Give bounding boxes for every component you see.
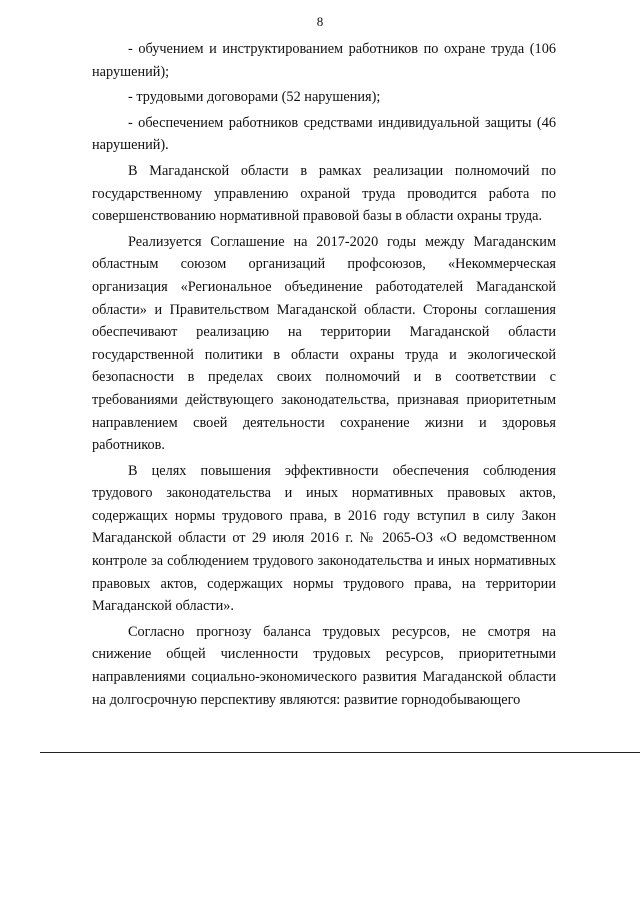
document-body: [92, 38, 556, 714]
paragraph: Реализуется Соглашение на 2017-2020 годы между Магаданским областным союзом организаций профсоюзов, «Некоммерческая организация «Региональное объединение работодателей Магаданской области» и Правительством Магаданской области. Стороны соглашения обеспечивают реализацию на территории Магаданской области государственной политики в области охраны труда и экологической безопасности в пределах своих полномочий и в соответствии с требованиями действующего законодательства, признавая приоритетным направлением своей деятельности сохранение жизни и здоровья работников.: [92, 233, 556, 454]
list-item: - обеспечением работников средствами индивидуальной защиты (46 нарушений).: [92, 114, 556, 154]
paragraph: Согласно прогнозу баланса трудовых ресурсов, не смотря на снижение общей численности трудовых ресурсов, приоритетными направлениями социально-экономического развития Магаданской области на долгосрочную перспективу являются: развитие горнодобывающего: [92, 623, 556, 708]
list-item: - обучением и инструктированием работников по охране труда (106 нарушений);: [92, 41, 556, 80]
paragraph: В целях повышения эффективности обеспечения соблюдения трудового законодательства и иных нормативных правовых актов, содержащих нормы трудового права, в 2016 году вступил в силу Закон Магаданской области от 29 июля 2016 г. № 2065-ОЗ «О ведомственном контроле за соблюдением трудового законодательства и иных нормативных правовых актов, содержащих нормы трудового права, на территории Магаданской области».: [92, 462, 556, 615]
paragraph: В Магаданской области в рамках реализации полномочий по государственному управлению охраной труда проводится работа по совершенствованию нормативной правовой базы в области охраны труда.: [92, 162, 556, 225]
list-item: - трудовыми договорами (52 нарушения);: [128, 89, 381, 106]
page-separator: [40, 752, 640, 753]
page-number: 8: [316, 14, 324, 29]
